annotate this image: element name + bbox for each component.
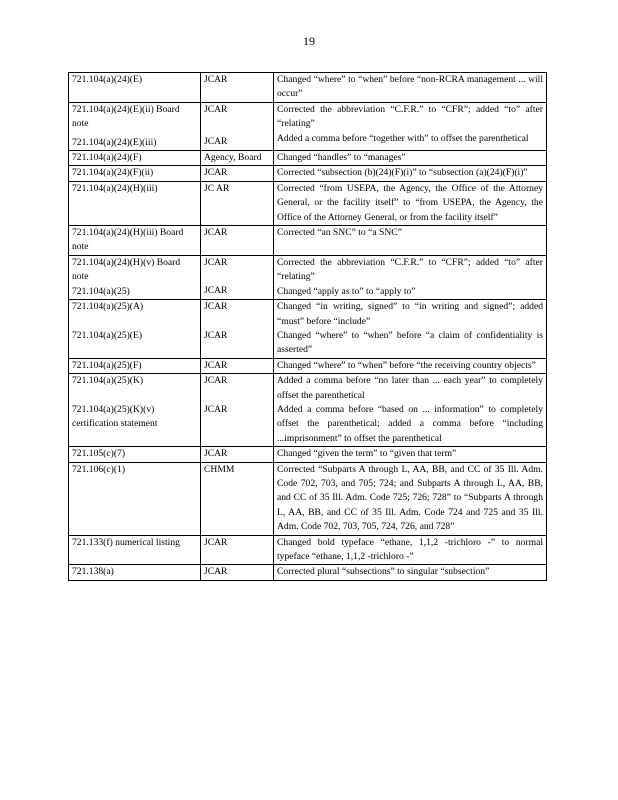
agency-cell: JC AR (201, 181, 274, 225)
table-row (69, 102, 547, 150)
section-cell: 721.106(c)(1) (69, 462, 201, 535)
change-cell: Changed “given the term” to “given that term” (274, 447, 547, 462)
change-cell: Corrected “subsection (b)(24)(F)(i)” to “subsection (a)(24)(F)(i)” (274, 166, 547, 181)
change-cell: Corrected the abbreviation “C.F.R.” to “CFR”; added “to” after “relating” Changed “apply as to” to “apply to” (274, 255, 547, 299)
table-row (69, 565, 547, 580)
table-row (69, 374, 547, 447)
table-row (69, 447, 547, 462)
change-cell: Corrected plural “subsections” to singular “subsection” (274, 565, 547, 580)
section-cell: 721.104(a)(24)(H)(iii) (69, 181, 201, 225)
change-cell: Added a comma before “no later than ... each year” to completely offset the parenthetical Added a comma before “based on ... information” to completely offset the parenthetical; added a comma before “including ...imprisonment” to offset the parenthetical (274, 374, 547, 447)
change-cell: Corrected “an SNC” to “a SNC” (274, 226, 547, 256)
agency-cell: JCAR (201, 565, 274, 580)
page-number: 19 (303, 34, 315, 48)
table-row (69, 462, 547, 535)
section-cell: 721.104(a)(25)(K) 721.104(a)(25)(K)(v) certification statement (69, 374, 201, 447)
errata-table (68, 72, 547, 581)
agency-cell: JCAR (201, 447, 274, 462)
agency-cell: JCAR JCAR (201, 300, 274, 359)
agency-cell: JCAR JCAR (201, 374, 274, 447)
section-cell: 721.104(a)(24)(E)(ii) Board note 721.104(a)(24)(E)(iii) (69, 102, 201, 150)
table-row (69, 166, 547, 181)
table-row (69, 151, 547, 166)
change-cell: Changed “handles” to “manages” (274, 151, 547, 166)
table-row (69, 358, 547, 373)
table-row (69, 73, 547, 103)
agency-cell: JCAR (201, 358, 274, 373)
change-cell: Corrected “Subparts A through L, AA, BB, and CC of 35 Ill. Adm. Code 702, 703, and 705; 724; and Subparts A through L, AA, BB, and CC of 35 Ill. Adm. Code 725; 726; 728” to “Subparts A through L, AA, BB, and CC of 35 Ill. Adm. Code 724 and 725 and 35 Ill. Adm. Code 702, 703, 705, 724, 726, and 728” (274, 462, 547, 535)
section-cell: 721.133(f) numerical listing (69, 535, 201, 565)
table-row (69, 535, 547, 565)
section-cell: 721.104(a)(24)(F) (69, 151, 201, 166)
section-cell: 721.104(a)(24)(F)(ii) (69, 166, 201, 181)
agency-cell: JCAR JCAR (201, 102, 274, 150)
agency-cell: CHMM (201, 462, 274, 535)
table-row (69, 226, 547, 256)
table-row (69, 300, 547, 359)
change-cell: Changed bold typeface “ethane, 1,1,2 -trichloro -” to normal typeface “ethane, 1,1,2 -trichloro -” (274, 535, 547, 565)
section-cell: 721.105(c)(7) (69, 447, 201, 462)
section-cell: 721.104(a)(25)(F) (69, 358, 201, 373)
change-cell: Changed “where” to “when” before “the receiving country objects” (274, 358, 547, 373)
change-cell: Changed “where” to “when” before “non-RCRA management ... will occur” (274, 73, 547, 103)
agency-cell: JCAR (201, 166, 274, 181)
section-cell: 721.104(a)(24)(E) (69, 73, 201, 103)
table-row (69, 181, 547, 225)
agency-cell: JCAR (201, 73, 274, 103)
section-cell: 721.138(a) (69, 565, 201, 580)
section-cell: 721.104(a)(25)(A) 721.104(a)(25)(E) (69, 300, 201, 359)
table-row (69, 255, 547, 299)
change-cell: Corrected “from USEPA, the Agency, the Office of the Attorney General, or the facility itself” to “from USEPA, the Agency, the Office of the Attorney General, or from the facility itself” (274, 181, 547, 225)
section-cell: 721.104(a)(24)(H)(iii) Board note (69, 226, 201, 256)
agency-cell: JCAR (201, 226, 274, 256)
change-cell: Changed “in writing, signed” to “in writing and signed”; added “must” before “include” Changed “where” to “when” before “a claim of confidentiality is asserted” (274, 300, 547, 359)
change-cell: Corrected the abbreviation “C.F.R.” to “CFR”; added “to” after “relating” Added a comma before “together with” to offset the parenthetical (274, 102, 547, 150)
agency-cell: JCAR JCAR (201, 255, 274, 299)
section-cell: 721.104(a)(24)(H)(v) Board note 721.104(a)(25) (69, 255, 201, 299)
agency-cell: Agency, Board (201, 151, 274, 166)
agency-cell: JCAR (201, 535, 274, 565)
